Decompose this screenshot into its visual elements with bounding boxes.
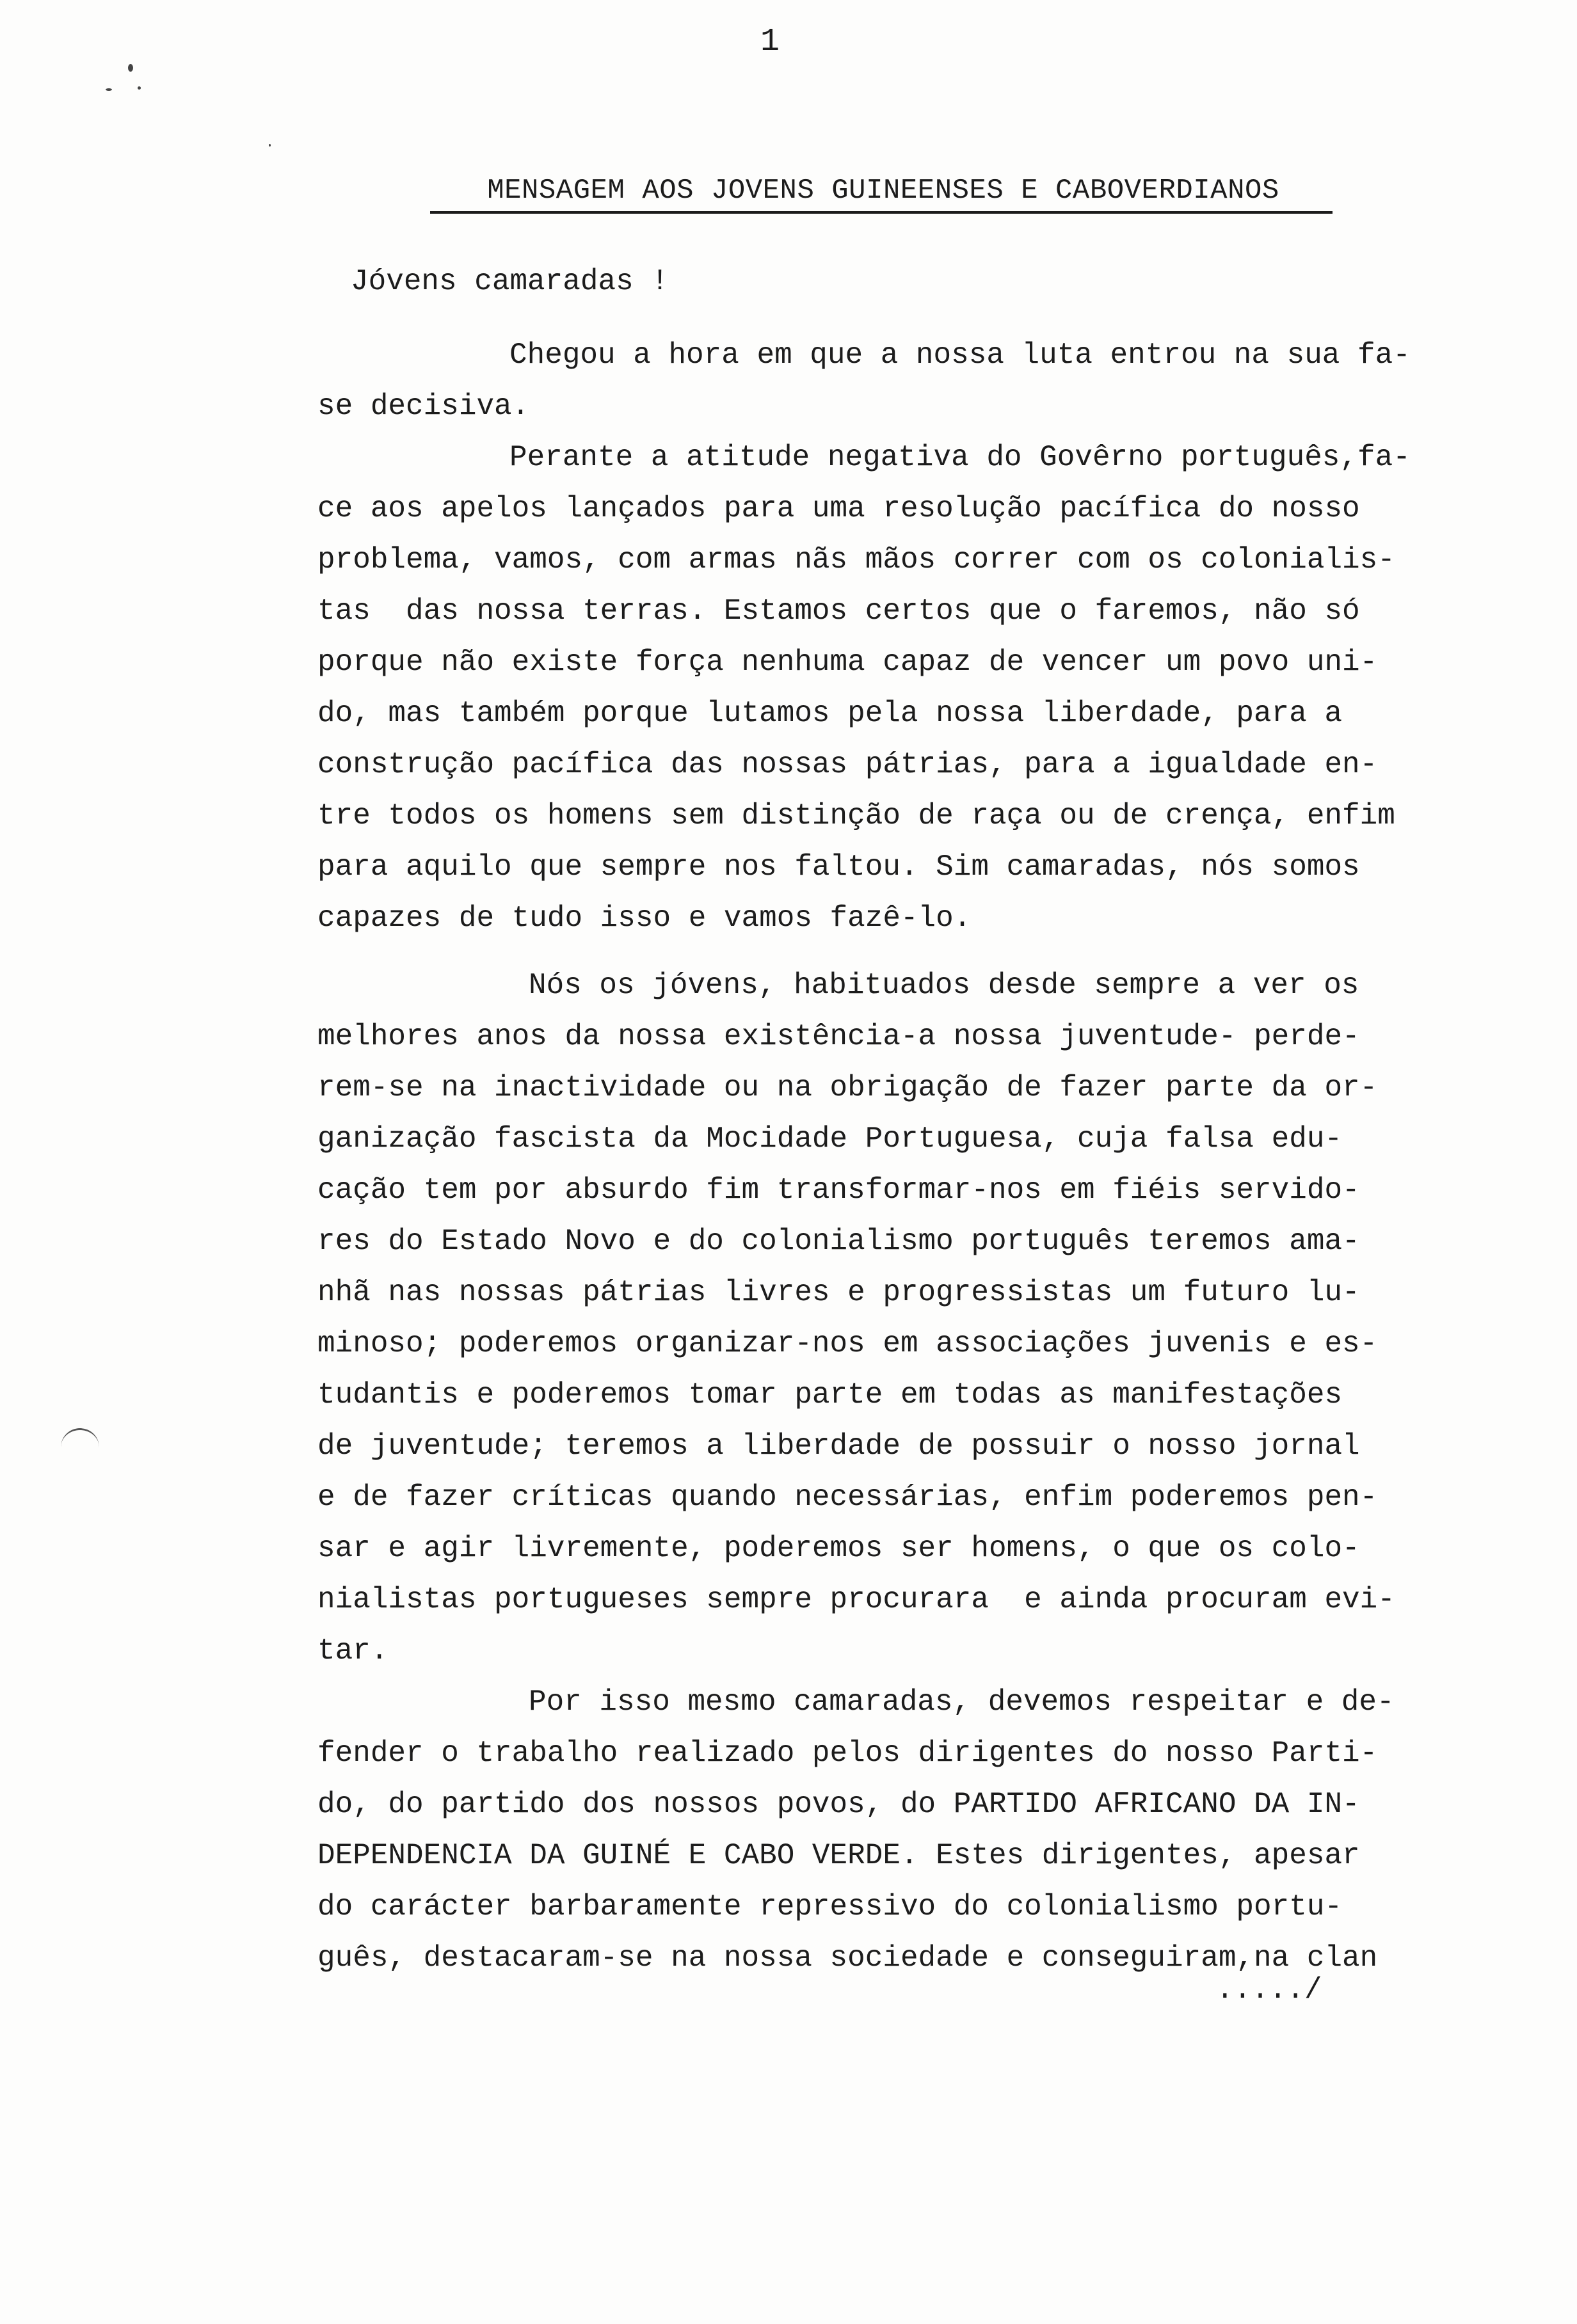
text-line: fender o trabalho realizado pelos dirigentes do nosso Parti- <box>317 1737 1378 1770</box>
text-line: Nós os jóvens, habituados desde sempre a ver os <box>529 969 1359 1002</box>
text-line: nhã nas nossas pátrias livres e progressistas um futuro lu- <box>317 1276 1360 1309</box>
text-line: do, mas também porque lutamos pela nossa liberdade, para a <box>317 697 1343 730</box>
scan-speck <box>138 86 141 90</box>
text-line: rem-se na inactividade ou na obrigação de fazer parte da or- <box>317 1071 1378 1104</box>
page-number: 1 <box>760 24 780 60</box>
text-line: DEPENDENCIA DA GUINÉ E CABO VERDE. Estes dirigentes, apesar <box>317 1839 1360 1872</box>
text-line: cação tem por absurdo fim transformar-nos em fiéis servido- <box>317 1174 1360 1207</box>
text-line: do, do partido dos nossos povos, do PARTIDO AFRICANO DA IN- <box>317 1788 1360 1821</box>
text-line: de juventude; teremos a liberdade de possuir o nosso jornal <box>317 1429 1360 1463</box>
scan-speck <box>128 64 133 72</box>
text-line: melhores anos da nossa existência-a nossa juventude- perde- <box>317 1020 1360 1053</box>
text-line: nialistas portugueses sempre procurara e ainda procuram evi- <box>317 1583 1395 1616</box>
text-line: capazes de tudo isso e vamos fazê-lo. <box>317 902 972 935</box>
text-line: ce aos apelos lançados para uma resolução pacífica do nosso <box>317 492 1360 525</box>
text-line: minoso; poderemos organizar-nos em associações juvenis e es- <box>317 1327 1378 1360</box>
scan-speck <box>106 88 112 91</box>
text-line: sar e agir livremente, poderemos ser homens, o que os colo- <box>317 1532 1360 1565</box>
text-line: para aquilo que sempre nos faltou. Sim camaradas, nós somos <box>317 850 1360 884</box>
text-line: construção pacífica das nossas pátrias, para a igualdade en- <box>317 748 1378 781</box>
text-line: tar. <box>317 1634 388 1667</box>
text-line: Chegou a hora em que a nossa luta entrou na sua fa- <box>509 338 1411 372</box>
document-title: MENSAGEM AOS JOVENS GUINEENSES E CABOVERDIANOS <box>487 175 1279 207</box>
text-line: problema, vamos, com armas nãs mãos correr com os colonialis- <box>317 543 1395 577</box>
text-line: e de fazer críticas quando necessárias, enfim poderemos pen- <box>317 1481 1378 1514</box>
continuation-mark: ...../ <box>1216 1973 1322 2007</box>
text-line: ganização fascista da Mocidade Portuguesa, cuja falsa edu- <box>317 1122 1343 1156</box>
text-line: tudantis e poderemos tomar parte em todas as manifestações <box>317 1378 1343 1412</box>
text-line: porque não existe força nenhuma capaz de vencer um povo uni- <box>317 646 1378 679</box>
title-underline <box>430 211 1333 214</box>
scan-mark-arc <box>61 1428 99 1449</box>
text-line: se decisiva. <box>317 390 530 423</box>
text-line: res do Estado Novo e do colonialismo português teremos ama- <box>317 1225 1360 1258</box>
text-line: tas das nossa terras. Estamos certos que o faremos, não só <box>317 594 1360 628</box>
text-line: do carácter barbaramente repressivo do colonialismo portu- <box>317 1890 1343 1923</box>
salutation: Jóvens camaradas ! <box>351 265 669 298</box>
text-line: guês, destacaram-se na nossa sociedade e conseguiram,na clan <box>317 1941 1378 1975</box>
text-line: tre todos os homens sem distinção de raça ou de crença, enfim <box>317 799 1395 832</box>
text-line: Perante a atitude negativa do Govêrno português,fa- <box>509 441 1411 474</box>
text-line: Por isso mesmo camaradas, devemos respeitar e de- <box>529 1685 1395 1719</box>
scan-speck <box>269 144 271 147</box>
